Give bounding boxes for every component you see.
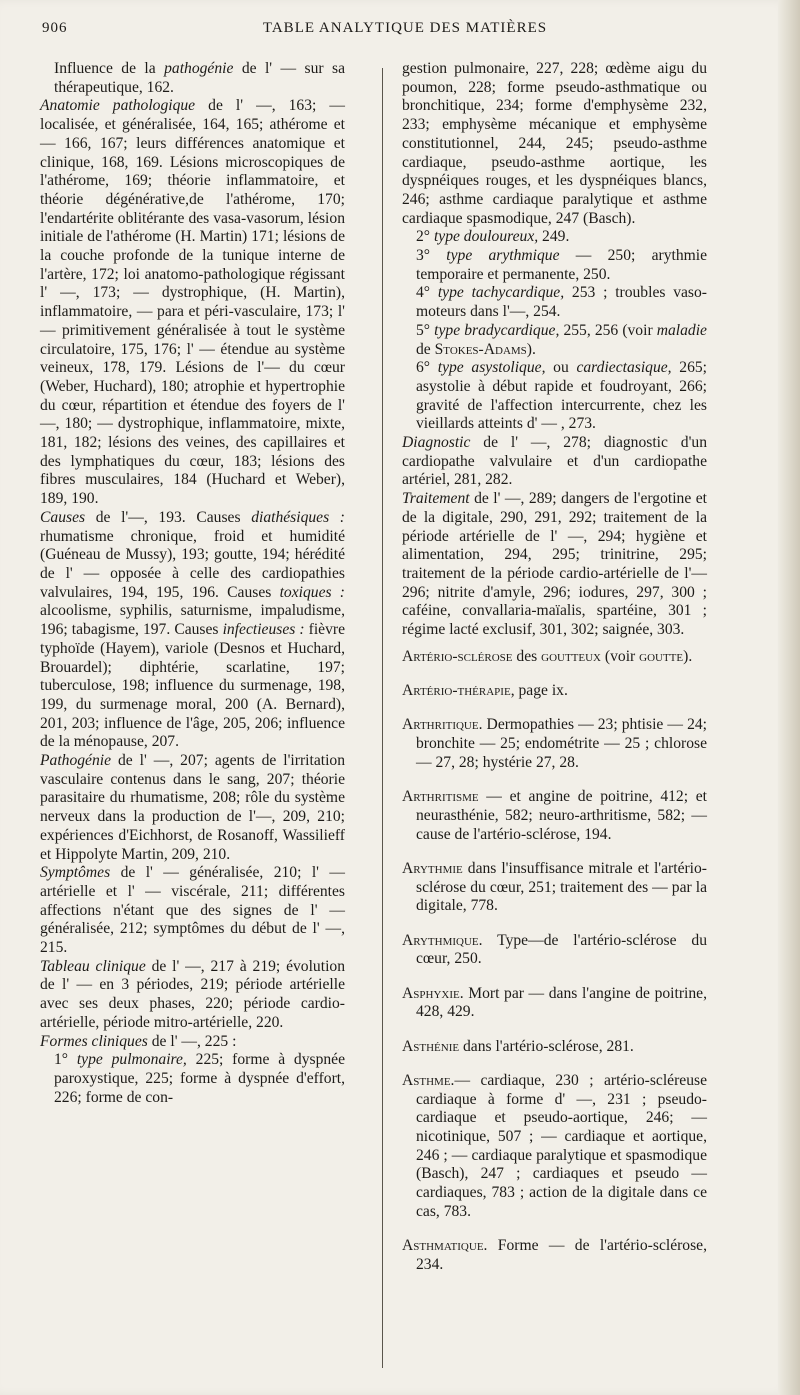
index-entry (40, 752, 345, 864)
entry-text: . Dermopathies — 23; phtisie — 24; bronchite — 25; endométrite — 25 ; chlorose — 27, 28; hystérie 27, 28. (416, 716, 707, 771)
index-entry (402, 1237, 707, 1274)
italic-term: Pathogénie (40, 752, 112, 770)
index-entry (40, 864, 345, 958)
italic-term: type douloureux, (433, 228, 539, 246)
index-entry (402, 359, 707, 434)
italic-term: cardiectasique, (576, 359, 672, 377)
italic-term: Formes cliniques (40, 1032, 148, 1050)
italic-term: Tableau clinique (40, 957, 146, 975)
headword: Arythmique (402, 931, 479, 949)
headword: Artério-thérapie (402, 682, 511, 700)
entry-text: de l' —, 289; dangers de l'ergotine et de la digitale, 290, 291, 292; traitement de la période artérielle de l' —, 294; hygiène et alimentation, 294, 295; trinitrine, 295; traitement de la période cardio-artérielle de l'— 296; nitrite d'amyle, 296; iodures, 297, 300 ; caféine, convallaria-maïalis, spartéine, 301 ; régime lacté exclusif, 301, 302; saignée, 303. (402, 490, 707, 639)
entry-text: 6° (416, 359, 438, 377)
entry-text: Influence de la (54, 60, 165, 77)
entry-text: de l' —, 278; diagnostic d'un cardiopathe valvulaire et d'un cardiopathe artériel, 281, 282. (402, 434, 707, 489)
index-entry (402, 490, 707, 640)
entry-text: 253 ; troubles vaso-moteurs dans l'—, 254. (416, 284, 707, 321)
headword: Asphyxie (402, 984, 460, 1002)
entry-text: de l' — généralisée, 210; l' — artérielle et l' — viscérale, 211; différentes affections n'étant que des signes de l' — généralisée, 212; symptômes du début de l' —, 215. (40, 864, 345, 957)
entry-text: de l' — sur sa thérapeutique, 162. (54, 60, 345, 96)
headword: Asthmatique (402, 1237, 484, 1255)
entry-text: 249. (538, 228, 570, 246)
entry-text: 4° (416, 284, 438, 302)
index-entry (402, 860, 707, 916)
italic-term: diathésiques : (251, 508, 346, 526)
entry-text: ). (683, 647, 693, 665)
italic-term: Anatomie pathologique (40, 97, 196, 115)
headword: Arythmie (402, 859, 463, 877)
index-entry (40, 1033, 345, 1052)
italic-term: Traitement (402, 490, 470, 508)
right-column (402, 60, 707, 1290)
entry-text: 3° (416, 247, 447, 265)
headword: goutteux (541, 647, 602, 665)
headword: Stokes-Adams (434, 340, 527, 358)
italic-term: type asystolique, (437, 359, 546, 377)
entry-text: — et angine de poitrine, 412; et neurasthénie, 582; neuro-arthritisme, 582; — cause de l'artério-sclérose, 194. (416, 788, 707, 843)
headword: Asthénie (402, 1037, 460, 1055)
entry-text: des (512, 647, 542, 665)
entry-text: .— cardiaque, 230 ; artério-scléreuse cardiaque à forme d' —, 231 ; pseudo-cardiaque et pseudo-aortique, 246; — nicotinique, 507 ; — cardiaque et aortique, 246 ; — cardiaque paralytique et spasmodique (Basch), 247 ; cardiaques et pseudo — cardiaques, 783 ; action de la digitale dans ce cas, 783. (416, 1071, 707, 1220)
italic-term: type arythmique (446, 247, 560, 265)
italic-term: infectieuses : (222, 621, 305, 639)
index-entry (40, 60, 345, 97)
index-entry (402, 1038, 707, 1057)
index-entry (402, 682, 707, 701)
entry-text: de l' —, 207; agents de l'irritation vasculaire contenus dans le sang, 207; théorie parasitaire du rhumatisme, 208; rôle du système nerveux dans la production de l'—, 209, 210; expériences d'Eichhorst, de Rosanoff, Wassilieff et Hippolyte Martin, 209, 210. (40, 752, 345, 863)
italic-term: Causes (40, 508, 86, 526)
entry-text: , page ix. (510, 682, 568, 700)
italic-term: pathogénie (164, 60, 234, 77)
entry-text: (voir (601, 647, 640, 665)
entry-text: ou (545, 359, 577, 377)
italic-term: Symptômes (40, 864, 111, 882)
entry-text: ). (526, 340, 536, 358)
italic-term: Diagnostic (402, 434, 471, 452)
entry-text: 1° (54, 1051, 77, 1069)
entry-text: 265; asystolie à début rapide et foudroyant, 266; gravité de l'affection intercurrente, chez les vieillards atteints d' — , 273. (416, 359, 707, 433)
italic-term: toxiques : (279, 583, 345, 601)
entry-text: — 250; arythmie temporaire et permanente, 250. (416, 247, 707, 283)
index-entry (402, 788, 707, 844)
headword: Arthritisme (402, 788, 479, 806)
index-entry (402, 1072, 707, 1222)
entry-text: de l' —, 163; — localisée, et généralisée, 164, 165; athérome et — 166, 167; leurs différences anatomique et clinique, 168, 169. Lésions microscopiques de l'athérome, 169; théorie inflammatoire, et théorie dégénérative,de l'athérome, 170; l'endartérite oblitérante des vasa-vasorum, lésion initiale de l'athérome (H. Martin) 171; lésions de la couche profonde de la tunique interne de l'artère, 172; loi anatomo-pathologique régissant l' —, 173; — dystrophique, (H. Martin), inflammatoire, — para et péri-vasculaire, 173; l' — primitivement généralisée à tout le système circulatoire, 175, 176; l' — étendue au système veineux, 178, 179. Lésions de l'— du cœur (Weber, Huchard), 180; atrophie et hypertrophie du cœur, répartition et étendue des foyers de l' —, 180; — dystrophique, inflammatoire, mixte, 181, 182; lésions des veines, des capillaires et des lymphatiques du cœur, 183; lésions des fibres musculaires, 184 (Huchard et Weber), 189, 190. (40, 97, 345, 508)
index-entry (402, 648, 707, 667)
running-title: TABLE ANALYTIQUE DES MATIÈRES (262, 20, 548, 36)
index-entry (402, 716, 707, 772)
entry-text: 225; forme à dyspnée paroxystique, 225; forme à dyspnée d'effort, 226; forme de con- (54, 1051, 346, 1106)
index-entry (402, 932, 707, 969)
italic-term: type bradycardique, (434, 321, 560, 339)
headword: goutte (639, 647, 684, 665)
index-entry (402, 247, 707, 284)
column-divider (382, 68, 383, 1368)
page-edge-shadow (778, 0, 800, 1395)
index-entry (402, 434, 707, 490)
headword: Artério-sclérose (402, 647, 513, 665)
entry-text: de l' —, 225 : (147, 1032, 237, 1050)
index-entry (402, 60, 707, 228)
entry-text: fièvre typhoïde (Hayem), variole (Desnos et Huchard, Brouardel); diphtérie, scarlatine, 197; tuberculose, 198; influence du surmenage, 198, 199, du surmenage moral, 200 (A. Bernard), 201, 203; influence de l'âge, 205, 206; influence de la ménopause, 207. (40, 621, 345, 751)
entry-text: rhumatisme chronique, froid et humidité (Guéneau de Mussy), 193; goutte, 194; hérédité de l' — opposée à celle des cardiopathies valvulaires, 194, 195, 196. Causes (40, 527, 345, 601)
entry-text: dans l'insuffisance mitrale et l'artério-sclérose du cœur, 251; traitement des — par la digitale, 778. (416, 859, 707, 915)
headword: Asthme (402, 1071, 451, 1089)
entry-text: 255, 256 (voir (559, 321, 657, 339)
entry-text: de l' —, 217 à 219; évolution de l' — en 3 périodes, 219; période artérielle avec ses deux phases, 220; période cardio-artérielle, période mitro-artérielle, 220. (40, 957, 345, 1031)
italic-term: maladie (656, 321, 707, 339)
entry-text: . Mort par — dans l'angine de poitrine, 428, 429. (416, 984, 707, 1021)
entry-text: alcoolisme, syphilis, saturnisme, impaludisme, 196; tabagisme, 197. Causes (40, 602, 345, 639)
italic-term: type tachycardique, (437, 284, 565, 302)
entry-text: 2° (416, 228, 434, 246)
index-entry (402, 985, 707, 1022)
left-column (40, 60, 345, 1107)
index-entry (402, 284, 707, 321)
italic-term: type pulmonaire, (76, 1051, 187, 1069)
index-entry (40, 509, 345, 752)
index-entry (40, 97, 345, 508)
index-entry (402, 322, 707, 359)
entry-text: 5° (416, 321, 435, 339)
entry-text: gestion pulmonaire, 227, 228; œdème aigu du poumon, 228; forme pseudo-asthmatique ou bronchitique, 234; forme d'emphysème 232, 233; emphysème mécanique et emphysème constitutionnel, 244, 245; pseudo-asthme cardiaque, pseudo-asthme aortique, les dyspnéiques rouges, et les dyspnéiques blancs, 246; asthme cardiaque paralytique et asthme cardiaque spasmodique, 247 (Basch). (402, 60, 707, 227)
page-number: 906 (42, 20, 68, 36)
entry-text: de (416, 340, 435, 358)
headword: Arthritique (402, 716, 479, 734)
page-header (0, 20, 790, 44)
entry-text: dans l'artério-sclérose, 281. (459, 1037, 634, 1055)
entry-text: . Forme — de l'artério-sclérose, 234. (416, 1237, 707, 1273)
entry-text: de l'—, 193. Causes (85, 508, 252, 526)
index-entry (40, 958, 345, 1033)
entry-text: . Type—de l'artério-sclérose du cœur, 250. (416, 931, 707, 968)
index-entry (40, 1051, 345, 1107)
index-entry (402, 228, 707, 247)
